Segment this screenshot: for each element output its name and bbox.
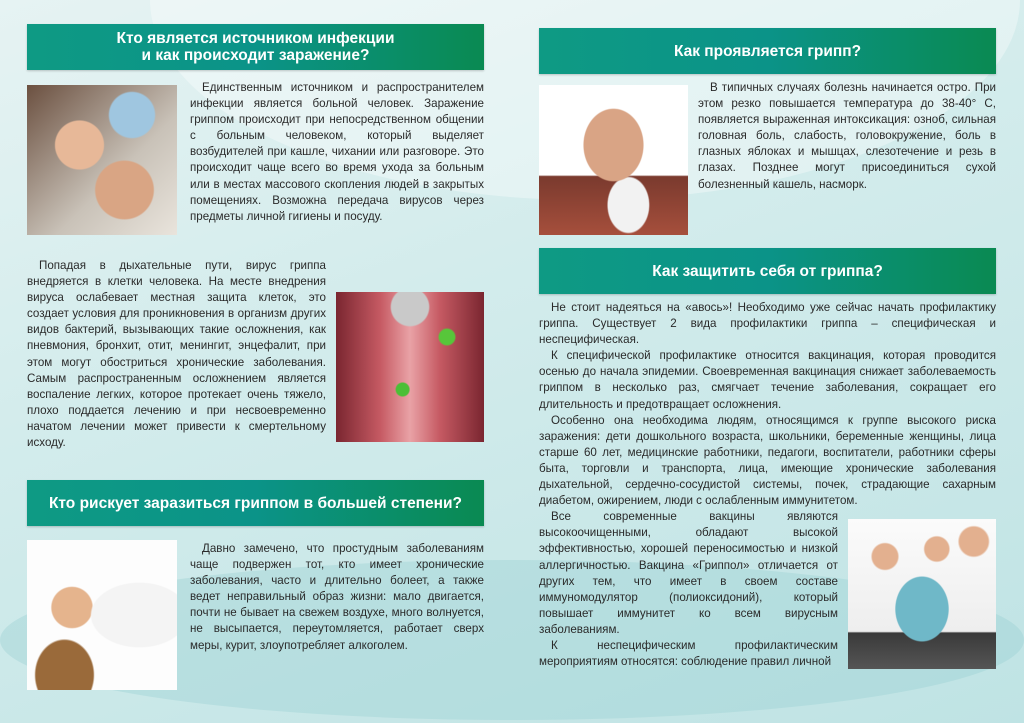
header-title: Как защитить себя от гриппа? — [652, 262, 883, 280]
paragraph: К специфической профилактике относится вакцинация, которая проводится осенью до начала эпидемии. Своевременная вакцинация снижает заболеваемость гриппом в несколько раз, смягчает течение заболевания, сокращает его длительность и предотвращает осложнения. — [539, 349, 996, 411]
section-header-risk-groups — [27, 480, 484, 526]
paragraph: Попадая в дыхательные пути, вирус гриппа внедряется в клетки человека. На месте внедрения вируса ослабевает местная защита клеток, это создает условия для проникновения в организм других видов бактерий, вызывающих такие осложнения, как пневмония, бронхит, отит, менингит, энцефалит, при этом могут обостриться хронические заболевания. Самым распространенным осложнением является воспаление легких, которое протекает очень тяжело, плохо поддается лечению и при несвоевременно начатом лечении может привести к смертельному исходу. — [27, 259, 326, 450]
protection-text — [539, 300, 996, 673]
paragraph: В типичных случаях болезнь начинается остро. При этом резко повышается температура до 38-40° С, появляется выраженная интоксикация: озноб, сильная головная боль, слабость, головокружение, боль в глазных яблоках и мышцах, слезотечение и резь в глазах. Позднее могут присоединиться сухой болезненный кашель, насморк. — [698, 81, 996, 191]
infection-source-text — [190, 80, 484, 225]
paragraph: Единственным источником и распространителем инфекции является больной человек. Заражение гриппом происходит при непосредственном общении с больным человеком, который выделяет возбудителей при кашле, чихании или разговоре. Это происходит чаще всего во время ухода за больным или в местах массового скопления людей в закрытых помещениях. Возможна передача вирусов через предметы личной гигиены и посуду. — [190, 81, 484, 223]
sneezing-man-photo — [539, 85, 688, 235]
header-line: Кто является источником инфекции — [116, 30, 395, 47]
section-header-protection — [539, 248, 996, 294]
paragraph: Особенно она необходима людям, относящимся к группе высокого риска заражения: дети дошкольного возраста, школьники, беременные женщины, лица старше 60 лет, медицинские работники, педагоги, воспитатели, работники сферы быта, торговли и транспорта, лица, имеющие хронические заболевания дыхательной, сердечно-сосудистой системы, почек, страдающие сахарным диабетом, ожирением, люди с ослабленным иммунитетом. — [539, 413, 996, 508]
paragraph: К неспецифическим профилактическим мероприятиям относятся: соблюдение правил личной — [539, 638, 838, 669]
fitness-group-photo — [848, 519, 996, 669]
risk-groups-text — [190, 541, 484, 654]
paragraph: Не стоит надеяться на «авось»! Необходимо уже сейчас начать профилактику гриппа. Существует 2 вида профилактики гриппа – специфическая и неспецифическая. — [539, 301, 996, 347]
lungs-illustration — [336, 292, 484, 442]
symptoms-text — [698, 80, 996, 193]
doctor-child-photo — [27, 540, 177, 690]
paragraph: Все современные вакцины являются высокоочищенными, обладают высокой эффективностью, хорошей переносимостью и низкой аллергичностью. Вакцина «Гриппол» отличается от других тем, что имеет в своем составе иммуномодулятор (полиоксидоний), который повышает иммунитет ко всем вирусным заболеваниям. — [539, 510, 838, 636]
infection-complications-text — [27, 258, 484, 451]
sick-children-photo — [27, 85, 177, 235]
header-title: Как проявляется грипп? — [673, 42, 862, 60]
header-line: и как происходит заражение? — [141, 47, 370, 64]
header-title: Кто рискует заразиться гриппом в большей степени? — [48, 494, 463, 512]
section-header-infection-source — [27, 24, 484, 70]
section-header-symptoms — [539, 28, 996, 74]
paragraph: Давно замечено, что простудным заболеваниям чаще подвержен тот, кто имеет хронические заболевания, часто и длительно болеет, а также ведет неправильный образ жизни: мало двигается, почти не бывает на свежем воздухе, много волнуется, не высыпается, переутомляется, работает сверх меры, курит, злоупотребляет алкоголем. — [190, 542, 484, 652]
